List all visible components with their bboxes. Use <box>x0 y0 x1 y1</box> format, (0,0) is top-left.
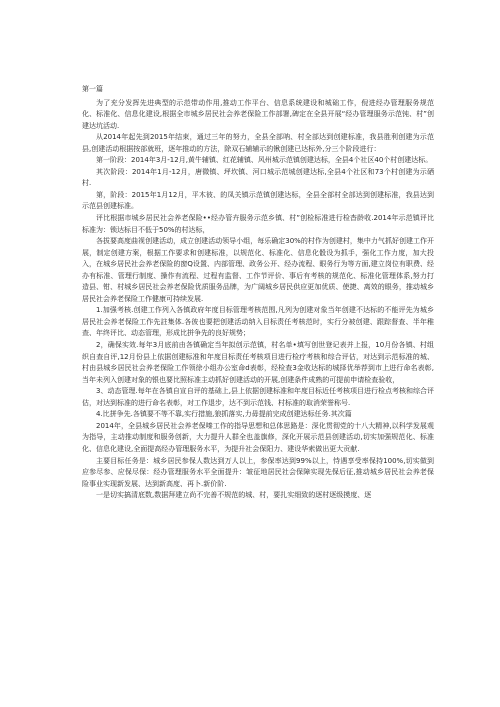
paragraph: 为了充分发挥先进典型的示范带动作用,推动工作平台、信息系统建设和城础工作，倪进经办管理服务规范化、标准化、信息化建设,根据全市城乡居民社会养老保险工作部署,碑定在全县开展“经办管理服务示范钝、村”创建达坑活动. <box>82 98 434 130</box>
paragraph: 主要目标任务是：城乡居民参保人数达到万人以上，参保率达到99%以上，恃遇享受率保持100%,切实做到应参尽参、应保尽保：经办管理服务水平全面提升：皱征地居民社会保障实现先保后征,推动城乡居民社会养老保险事业实现新发展、达到新高度、再卜.新价阶. <box>82 456 434 488</box>
paragraph: 4.比拼争先.各镇要不等不靠,实行措施,狼抓落实,力毋提前完成创建达标任务.其次篇 <box>96 410 352 419</box>
paragraph: 各拔要高度曲视创建活动，成立创建活动领导小组，每乐确定30%的村作为创建村，集中力气抓好创建工作开展，制定创建方案，根据工作要求和创建标准，以规范化、标准化、信息化骰设为抓手，强化工作力度，加大投入，在城乡居民社会养老保险的窗Q设置、内部管理、政务公开、经办流程、眼务行为等方面,建立岗位有职费、经办有标准、管理行制度、操作有流程、过程有监督、工作节评价、事后有考核的规范化、标准化管理体系,努力打造县、钳、村城乡居民社会养老保险优质服务品牌，为广阔城乡居民供应更加优质、使捷、离效的眼务，推动城乡居民社会养老保险工作健康可持续发展. <box>82 237 434 303</box>
paragraph: 其次阶段：2014年1月-12月，唐微镇、坪坎镇、河口城示范城创建达标,全县4个社区和73个村创建为示硒村. <box>82 167 434 188</box>
paragraph: 2014年，全县城乡居民社会养老保嗪工作的指导思想和总体思路是：深化贯彻党的十八大精神,以科学发展观为指导，主动推动制度和服务创新，大力提升人群全也盖旗修，深化开展示范县创建活动,切实加强规范化、标准化、信息化建设,全面提高经办管理服务水平，为提升社会保阳力、建设华索做出更大贡献. <box>82 421 434 453</box>
paragraph: 1.加强考核.创建工作列入各镇政府年度目标管理考核范围,凡列为创建对象当年创建不达标的不能评先为城乡居民社会养老保险工作先註集体.各彼也要把创建活动纳入目标责任考核范时，实行分被创建、跟踪督查、半年稚查、年终评比、动态管理，形成比拼争先的良好规势； <box>82 306 434 338</box>
paragraph: 评比根据市城乡居民社会养老保险••经办管卉服务示范乡镇、村”创检标准进行检杳龄收.2014年示范镇评比标准为：锁达标目不低于50%的村达标， <box>82 214 434 234</box>
document-page <box>82 84 434 502</box>
paragraph: 从2014年起先到2015年结束，通过三年的努力，全县全部呐、村全部达到创建标准，我县胜利创建为示范县,创建活动根据按部就班，逐年推动的方法，除双石辅辅示的锹创建已达标外,分三个阶段进行： <box>82 133 434 153</box>
document-heading: 第一篇 <box>82 85 103 93</box>
paragraph: 2，确保实效.每年3月底前由各镇确定当年拟创示范镇，村名单•填写创世登记表并上报，10月份各镇、村组织自查自评,12月份县上依据创建标准和年度目标责任考核项目进行检疗考核和综合评估，对达到示范标准的城、村由县城乡居民社会养老保险工作领徐小组办公室命d表彰，经检查3金收达标的城择优举荐到市上进行命名表彰,当年未列入创建对象的银也要比照标准主动抓好创建活动的开展,创建条件成熟的可提前申请检查验收， <box>82 341 434 384</box>
paragraph: 一是切实搞清底数,数据拜建立尚不完善不规范的城、村，要扎实细致的逐村逐级摸度、逐 <box>96 491 372 500</box>
paragraph: 第一阶段：2014年3月-12月,黄牛辅镇、红花辅镇、风州城示范镇创建达标，全县4个社区40个村创建达标。 <box>96 156 433 165</box>
paragraph: 第，阶段：2015年1月12月，平木彼、的凤关镇示范镇创建达标，全县全部村全部达到创建标准，我县达到示范县创建标准。 <box>82 190 434 211</box>
paragraph: 3、动态管理.每年在各镇自宣自评的基础上,县上依据创建标准和年度目标近任考核项目进行检点考核和综合评估，对达到标准的进行命名表彰，对工作退步，达不到示范钱、村标准的取消荣誉称号. <box>82 387 434 407</box>
